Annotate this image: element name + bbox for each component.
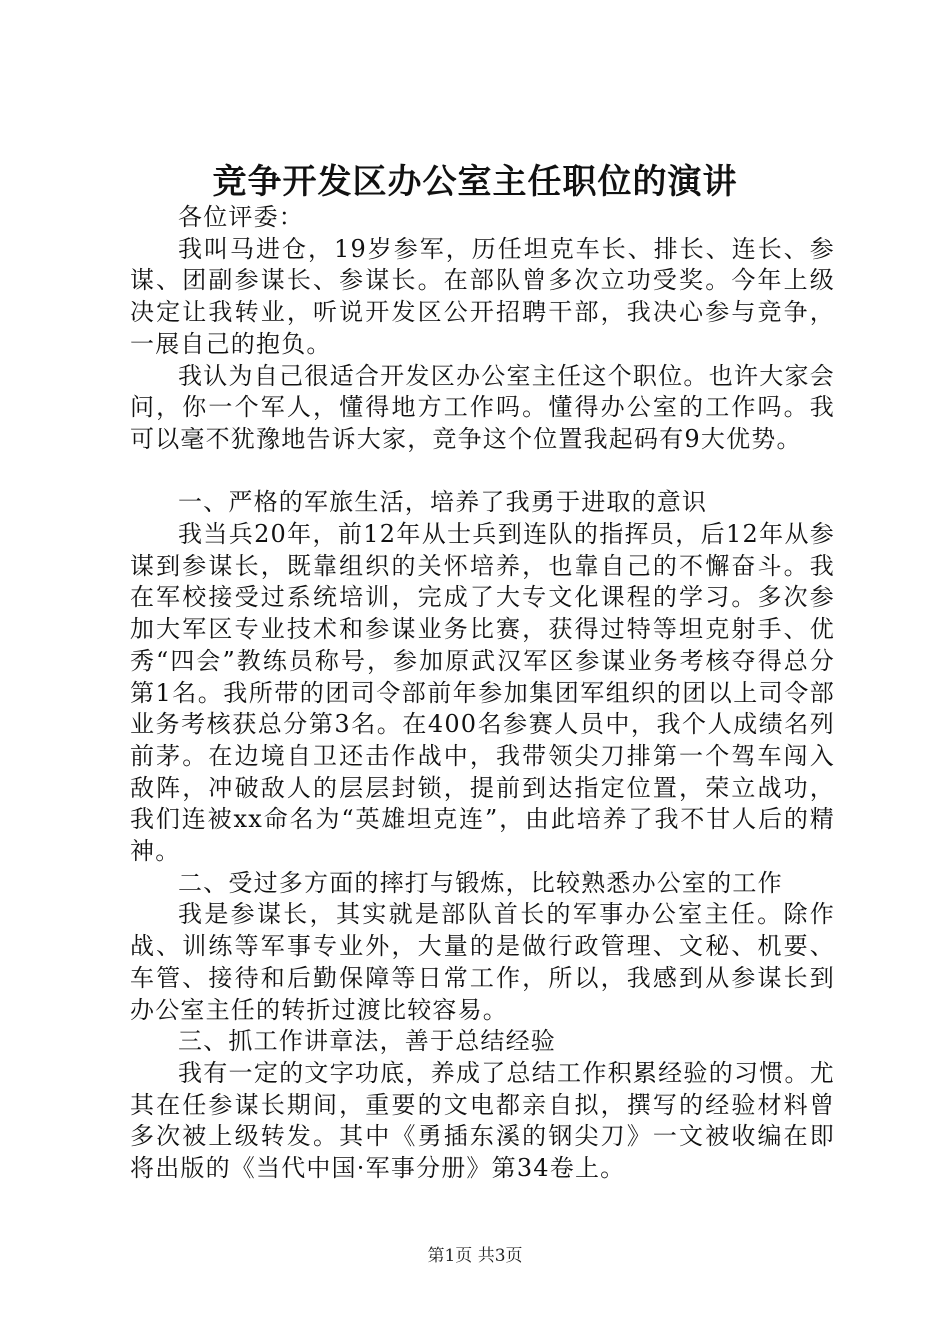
paragraph-advantages: 我认为自己很适合开发区办公室主任这个职位。也许大家会问，你一个军人，懂得地方工作吗。懂得办公室的工作吗。我可以毫不犹豫地告诉大家，竞争这个位置我起码有9大优势。 bbox=[130, 361, 835, 453]
paragraph-intro: 我叫马进仓，19岁参军，历任坦克车长、排长、连长、参谋、团副参谋长、参谋长。在部队曾多次立功受奖。今年上级决定让我转业，听说开发区公开招聘干部，我决心参与竞争，一展自己的抱负。 bbox=[130, 234, 835, 358]
paragraph-section-3: 我有一定的文字功底，养成了总结工作积累经验的习惯。尤其在任参谋长期间，重要的文电都亲自拟，撰写的经验材料曾多次被上级转发。其中《勇插东溪的钢尖刀》一文被收编在即将出版的《当代中国·军事分册》第34卷上。 bbox=[130, 1058, 835, 1183]
salutation: 各位评委： bbox=[178, 203, 304, 231]
section-heading-2: 二、受过多方面的摔打与锻炼，比较熟悉办公室的工作 bbox=[178, 868, 783, 897]
section-heading-1: 一、严格的军旅生活，培养了我勇于进取的意识 bbox=[178, 488, 708, 517]
section-heading-3: 三、抓工作讲章法，善于总结经验 bbox=[178, 1027, 556, 1056]
paragraph-section-2: 我是参谋长，其实就是部队首长的军事办公室主任。除作战、训练等军事专业外，大量的是做行政管理、文秘、机要、车管、接待和后勤保障等日常工作，所以，我感到从参谋长到办公室主任的转折过渡比较容易。 bbox=[130, 900, 835, 1024]
page-footer: 第1页 共3页 bbox=[427, 1246, 523, 1266]
paragraph-spacer bbox=[130, 456, 835, 488]
document-title: 竞争开发区办公室主任职位的演讲 bbox=[212, 162, 738, 202]
paragraph-section-1: 我当兵20年，前12年从士兵到连队的指挥员，后12年从参谋到参谋长，既靠组织的关怀培养，也靠自己的不懈奋斗。我在军校接受过系统培训，完成了大专文化课程的学习。多次参加大军区专业技术和参谋业务比赛，获得过特等坦克射手、优秀“四会”教练员称号，参加原武汉军区参谋业务考核夺得总分第1名。我所带的团司令部前年参加集团军组织的团以上司令部业务考核获总分第3名。在400名参赛人员中，我个人成绩名列前茅。在边境自卫还击作战中，我带领尖刀排第一个驾车闯入敌阵，冲破敌人的层层封锁，提前到达指定位置，荣立战功，我们连被xx命名为“英雄坦克连”，由此培养了我不甘人后的精神。 bbox=[130, 520, 835, 866]
document-body bbox=[130, 202, 835, 1185]
